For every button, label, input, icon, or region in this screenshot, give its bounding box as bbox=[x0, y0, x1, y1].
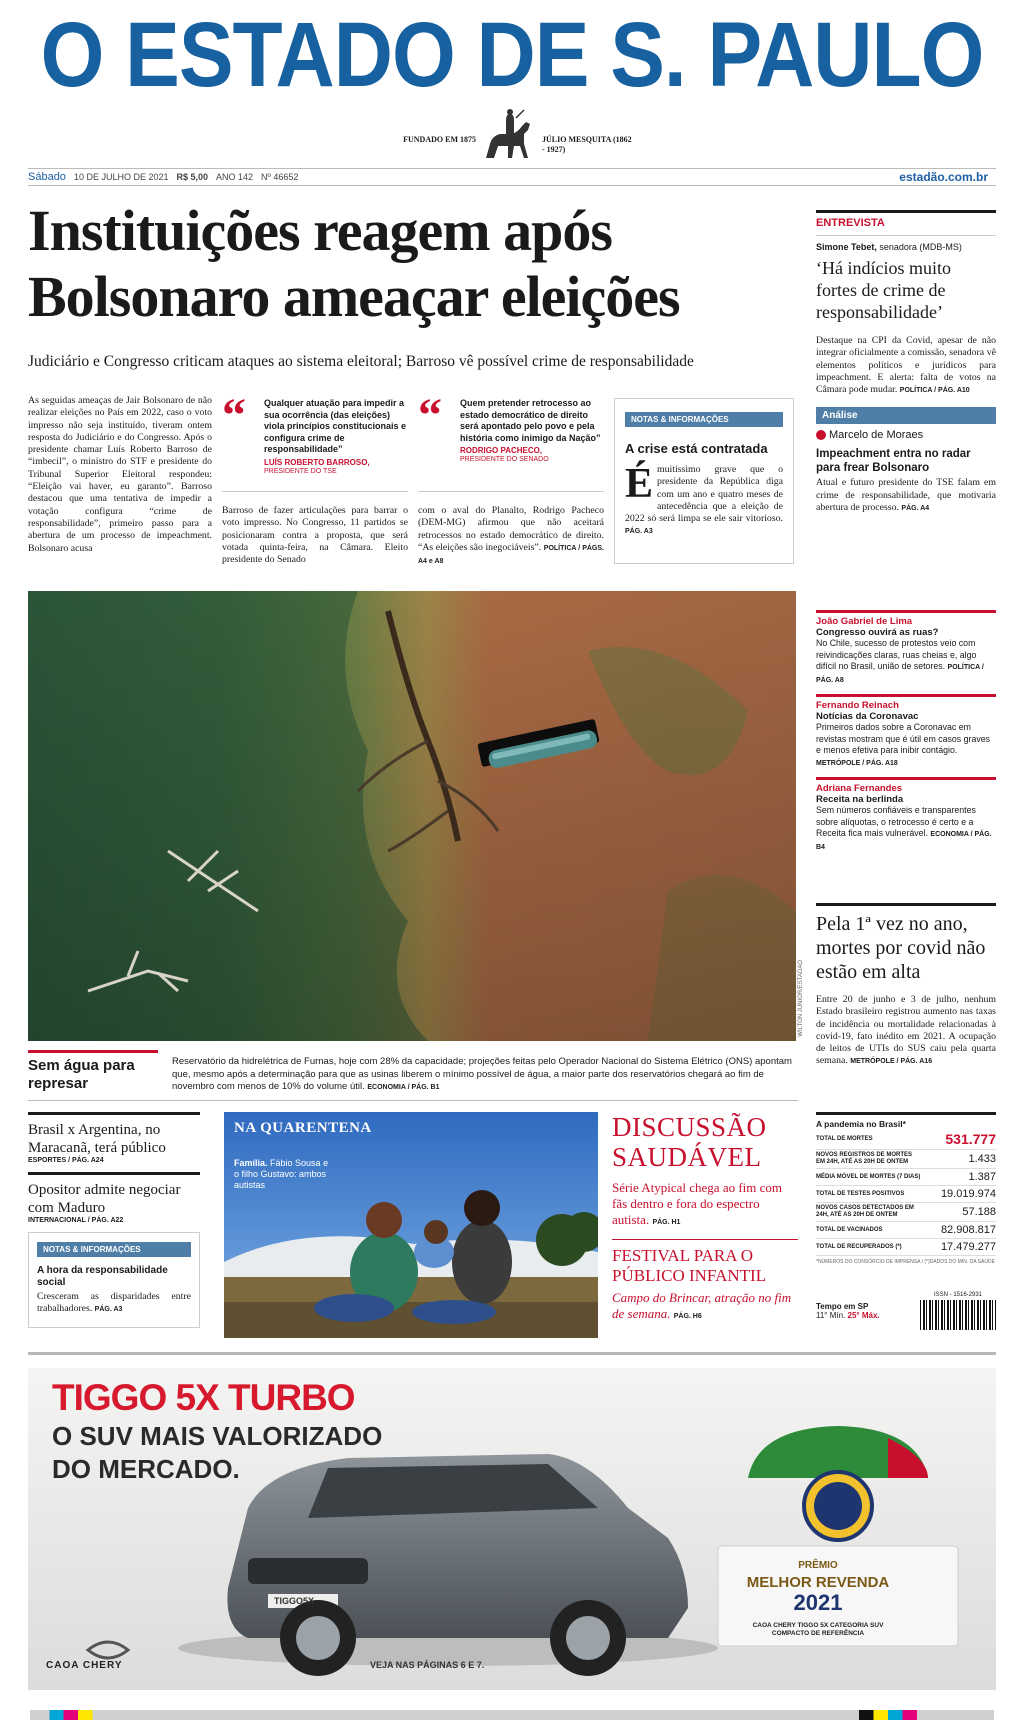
site-link[interactable]: estadão.com.br bbox=[899, 170, 988, 184]
columnist-ref: POLÍTICA / PÁG. A8 bbox=[816, 664, 984, 684]
lower-left-column bbox=[28, 1112, 200, 1328]
interview-person-role: senadora (MDB-MS) bbox=[879, 242, 962, 252]
lead-article-ref[interactable]: POLÍTICA / PÁGS. A4 e A8 bbox=[418, 544, 604, 566]
table-row bbox=[816, 1129, 996, 1150]
dateline-date: 10 DE JULHO DE 2021 bbox=[73, 172, 169, 182]
row-label: TOTAL DE TESTES POSITIVOS bbox=[816, 1190, 905, 1197]
author-avatar-icon bbox=[816, 430, 826, 440]
discussion-title[interactable]: DISCUSSÃO SAUDÁVEL bbox=[612, 1112, 767, 1172]
lead-article-col3-text: com o aval do Planalto, Rodrigo Pacheco (DEM-MG) afirmou que não aceitará retrocessos no estado democrático de direito. “As eleições são inegociáveis”. bbox=[418, 505, 604, 553]
culture-block bbox=[612, 1112, 798, 1325]
analysis-label: Análise bbox=[816, 407, 996, 424]
analysis-body: Atual e futuro presidente do TSE falam em crime de responsabilidade, que motivaria abertura de processo. bbox=[816, 477, 996, 514]
covid-story-text bbox=[816, 994, 996, 1069]
interview-ref[interactable]: POLÍTICA / PÁG. A10 bbox=[899, 387, 970, 395]
interview-label: ENTREVISTA bbox=[816, 217, 885, 229]
right-column-top bbox=[816, 210, 996, 515]
interview-body: Destaque na CPI da Covid, apesar de não integrar oficialmente a comissão, senadora vê elementos políticos e jurídicos para impeachment. E alerta: falta de votos na Câmara pode mudar. bbox=[816, 335, 996, 396]
columnist-title: Receita na berlinda bbox=[816, 794, 904, 805]
brief-title: Opositor admite negociar com Maduro bbox=[28, 1182, 181, 1216]
founded-text: FUNDADO EM 1875 bbox=[403, 135, 476, 144]
notes-title[interactable]: A hora da responsabilidade social bbox=[37, 1265, 168, 1288]
print-color-strip bbox=[30, 1710, 994, 1720]
founder-text: JÚLIO MESQUITA (1862 - 1927) bbox=[542, 135, 632, 154]
quarantine-caption bbox=[234, 1158, 330, 1191]
main-subheadline: Judiciário e Congresso criticam ataques ao sistema eleitoral; Barroso vê possível crime de responsabilidade bbox=[28, 353, 694, 370]
row-label: TOTAL DE RECUPERADOS (*) bbox=[816, 1243, 902, 1250]
analysis-text bbox=[816, 477, 996, 515]
row-label: TOTAL DE MORTES bbox=[816, 1135, 873, 1142]
columnist-title: Congresso ouvirá as ruas? bbox=[816, 627, 939, 638]
quote-author: LUÍS ROBERTO BARROSO, bbox=[264, 457, 370, 467]
columnist-body: No Chile, sucesso de protestos veio com reivindicações claras, ruas cheias e, algo difícil no Brasil, união de setores. bbox=[816, 638, 977, 671]
ad-brand-logo: CAOA CHERY bbox=[46, 1660, 123, 1671]
notes-label: NOTAS & INFORMAÇÕES bbox=[37, 1242, 191, 1257]
row-label: MÉDIA MÓVEL DE MORTES (7 DIAS) bbox=[816, 1173, 921, 1180]
row-label: TOTAL DE VACINADOS bbox=[816, 1226, 883, 1233]
dateline bbox=[28, 168, 996, 186]
interview-quote[interactable]: ‘Há indícios muito fortes de crime de responsabilidade’ bbox=[816, 258, 951, 322]
row-value: 1.433 bbox=[968, 1153, 996, 1165]
quarantine-label: NA QUARENTENA bbox=[234, 1120, 372, 1136]
columnist-item[interactable] bbox=[816, 610, 996, 686]
table-row bbox=[816, 1186, 996, 1203]
row-value: 19.019.974 bbox=[940, 1188, 996, 1200]
row-label: NOVOS CASOS DETECTADOS EM 24H, ATÉ AS 20H DE ONTEM bbox=[816, 1205, 914, 1218]
issn-text: ISSN - 1516-2931 bbox=[933, 1292, 983, 1298]
covid-story-body: Entre 20 de junho e 3 de julho, nenhum Estado brasileiro registrou aumento nas taxas de incidência ou mortalidade relacionadas à covid-19, fato inédito em 2021. A ocupação de leitos de UTIs do SUS caiu pela quarta semana. bbox=[816, 994, 996, 1067]
weather-values bbox=[816, 1311, 896, 1320]
quote-author: RODRIGO PACHECO, bbox=[460, 446, 543, 455]
photo-credit: WILTON JÚNIOR/ESTADÃO bbox=[798, 960, 804, 1037]
license-plate: TIGGO5X bbox=[274, 1596, 315, 1606]
quote-text: Quem pretender retrocesso ao estado democrático de direito será apontado pelo povo e pela história como inimigo da Nação” bbox=[460, 398, 601, 443]
brief-story[interactable] bbox=[28, 1172, 200, 1224]
notes-text bbox=[625, 461, 783, 539]
divider bbox=[28, 1100, 798, 1101]
columnist-body: Primeiros dados sobre a Coronavac em revistas mostram que é útil em casos graves e menos efetiva para inibir contágio. bbox=[816, 722, 991, 755]
row-value: 531.777 bbox=[945, 1131, 996, 1147]
columnists-list bbox=[816, 610, 996, 861]
weather-min: 11° Mín. bbox=[816, 1311, 846, 1320]
brief-ref: INTERNACIONAL / PÁG. A22 bbox=[28, 1217, 124, 1224]
covid-story-title[interactable]: Pela 1ª vez no ano, mortes por covid não estão em alta bbox=[816, 913, 986, 983]
columnist-title: Notícias da Coronavac bbox=[816, 711, 919, 722]
festival-text bbox=[612, 1290, 798, 1325]
analysis-author-row bbox=[816, 429, 996, 441]
pandemic-note: *NÚMEROS DO CONSÓRCIO DE IMPRENSA / (*)DADOS DO MIN. DA SAÚDE bbox=[816, 1259, 995, 1265]
divider bbox=[28, 1352, 996, 1355]
interview-block bbox=[816, 210, 996, 397]
notes-title[interactable]: A crise está contratada bbox=[625, 441, 768, 456]
notes-ref[interactable]: PÁG. A3 bbox=[94, 1306, 123, 1314]
interview-person-name: Simone Tebet, bbox=[816, 242, 877, 252]
family-photo bbox=[224, 1112, 598, 1338]
columnist-text bbox=[816, 805, 996, 853]
award-label: PRÊMIO bbox=[798, 1560, 838, 1571]
table-row bbox=[816, 1203, 996, 1222]
reservoir-aerial-photo bbox=[28, 591, 796, 1041]
dateline-number: Nº 46652 bbox=[261, 172, 299, 182]
notes-text bbox=[37, 1291, 191, 1317]
discussion-text bbox=[612, 1180, 798, 1231]
barcode-icon bbox=[920, 1300, 996, 1330]
weather-label: Tempo em SP bbox=[816, 1302, 869, 1311]
columnist-body: Sem números confiáveis e transparentes sobre alíquotas, o retrocesso é certo e a Receita fica mais vulnerável. bbox=[816, 805, 976, 838]
quote-text: Qualquer atuação para impedir a sua ocorrência (das eleições) viola princípios constitucionais e configura crime de responsabilidade” bbox=[264, 398, 407, 454]
table-row bbox=[816, 1239, 996, 1256]
lead-article-text: As seguidas ameaças de Jair Bolsonaro de não realizar eleições no País em 2022, caso o voto impresso não seja instituído, tiveram ontem resposta do Judiciário e do Congresso. Após o presidente chamar Luís Roberto Barroso de “imbecil”, o ministro do STF e presidente do Tribunal Superior Eleitoral respondeu: “Eleição vai haver, eu garanto”. Barroso destacou que uma tentativa de impedir a votação configura “crime de responsabilidade”, primeiro passo para a abertura de um processo de impeachment. Bolsonaro acusa bbox=[28, 395, 212, 554]
covid-story-ref[interactable]: METRÓPOLE / PÁG. A16 bbox=[850, 1058, 933, 1066]
weather-max: 25° Máx. bbox=[847, 1311, 880, 1320]
row-label: NOVOS REGISTROS DE MORTES EM 24H, ATÉ AS 20H DE ONTEM bbox=[816, 1152, 913, 1165]
covid-story bbox=[816, 903, 996, 1069]
weather-box bbox=[816, 1302, 896, 1320]
row-value: 82.908.817 bbox=[940, 1224, 996, 1236]
quote-pacheco bbox=[418, 389, 604, 492]
lead-article-col3 bbox=[418, 505, 604, 568]
table-row bbox=[816, 1222, 996, 1239]
columnist-text bbox=[816, 722, 996, 769]
ad-subheadline: O SUV MAIS VALORIZADO DO MERCADO. bbox=[52, 1421, 383, 1484]
notes-box-social bbox=[28, 1232, 200, 1328]
columnist-text bbox=[816, 638, 996, 686]
award-year: 2021 bbox=[793, 1590, 843, 1615]
discussion-body: Série Atypical chega ao fim com fãs dentro e fora do espectro autista. bbox=[612, 1180, 783, 1227]
pandemic-table bbox=[816, 1112, 996, 1265]
award-title: MELHOR REVENDA bbox=[746, 1574, 890, 1591]
table-row bbox=[816, 1169, 996, 1186]
columnist-item[interactable] bbox=[816, 777, 996, 853]
masthead-title: O ESTADO DE S. PAULO bbox=[40, 4, 984, 107]
notes-box-editorial bbox=[614, 398, 794, 564]
award-subtitle: CAOA CHERY TIGGO 5X CATEGORIA SUV COMPACTO DE REFERÊNCIA bbox=[752, 1622, 884, 1637]
photo-caption-ref[interactable]: ECONOMIA / PÁG. B1 bbox=[367, 1084, 440, 1091]
photo-caption-text: Reservatório da hidrelétrica de Furnas, hoje com 28% da capacidade; projeções feitas pelo Operador Nacional do Sistema Elétrico (ONS) apontam que, mesmo após a determinação para que as usinas liberem o mínimo possível de água, a maior parte dos reservatórios chegará ao fim de novembro com menos de 10% do volume útil. bbox=[172, 1056, 792, 1092]
columnist-ref: METRÓPOLE / PÁG. A18 bbox=[816, 759, 898, 767]
pandemic-label: A pandemia no Brasil* bbox=[816, 1112, 996, 1129]
quote-mark-icon: “ bbox=[222, 389, 246, 442]
row-value: 1.387 bbox=[968, 1171, 996, 1183]
notes-label: NOTAS & INFORMAÇÕES bbox=[625, 412, 783, 427]
quote-role: PRESIDENTE DO SENADO bbox=[460, 456, 549, 463]
horseman-logo-icon bbox=[478, 108, 538, 166]
interview-person bbox=[816, 235, 996, 252]
notes-ref[interactable]: PÁG. A3 bbox=[625, 528, 653, 536]
columnist-ref: ECONOMIA / PÁG. B4 bbox=[816, 831, 992, 851]
columnist-name: Adriana Fernandes bbox=[816, 783, 903, 794]
festival-title[interactable]: FESTIVAL PARA O PÚBLICO INFANTIL bbox=[612, 1239, 798, 1286]
festival-ref[interactable]: PÁG. H6 bbox=[673, 1313, 702, 1320]
quote-mark-icon: “ bbox=[418, 389, 442, 442]
interview-text bbox=[816, 335, 996, 397]
analysis-title[interactable]: Impeachment entra no radar para frear Bolsonaro bbox=[816, 448, 971, 475]
quarantine-caption-text: Fábio Sousa e o filho Gustavo: ambos autistas bbox=[234, 1158, 329, 1190]
dateline-price: R$ 5,00 bbox=[176, 172, 209, 182]
columnist-name: Fernando Reinach bbox=[816, 700, 899, 711]
brief-story[interactable] bbox=[28, 1112, 200, 1164]
ad-footer: VEJA NAS PÁGINAS 6 E 7. bbox=[370, 1660, 485, 1670]
festival-body: Campo do Brincar, atração no fim de semana. bbox=[612, 1290, 792, 1321]
analysis-author: Marcelo de Moraes bbox=[829, 429, 924, 442]
photo-caption bbox=[172, 1056, 792, 1095]
dropcap: É bbox=[625, 461, 654, 507]
notes-body: muitíssimo grave que o presidente da República diga com um ano e quatro meses de antecedência que a eleição de 2022 só será limpa se ele sair vitorioso. bbox=[625, 464, 783, 525]
dateline-day: Sábado bbox=[28, 171, 66, 183]
row-value: 57.188 bbox=[962, 1206, 996, 1218]
photo-caption-title[interactable]: Sem água para represar bbox=[28, 1050, 158, 1093]
row-value: 17.479.277 bbox=[940, 1241, 996, 1253]
brief-ref: ESPORTES / PÁG. A24 bbox=[28, 1157, 104, 1164]
lead-article-col2: Barroso de fazer articulações para barrar o voto impresso. No Congresso, 11 partidos se posicionaram contra a proposta, que será votada quinta-feira, na Câmara. Eleito presidente do Senado bbox=[222, 505, 408, 566]
brief-title: Brasil x Argentina, no Maracanã, terá público bbox=[28, 1122, 166, 1156]
columnist-item[interactable] bbox=[816, 694, 996, 769]
notes-body: Cresceram as disparidades entre trabalhadores. bbox=[37, 1291, 191, 1315]
discussion-ref[interactable]: PÁG. H1 bbox=[652, 1219, 681, 1226]
quote-role: PRESIDENTE DO TSE bbox=[264, 467, 337, 475]
main-headline[interactable]: Instituições reagem após Bolsonaro ameaçar eleições bbox=[28, 198, 680, 329]
quote-barroso bbox=[222, 389, 408, 492]
quarantine-caption-bold: Família. bbox=[234, 1158, 268, 1168]
analysis-ref[interactable]: PÁG. A4 bbox=[901, 505, 930, 513]
table-row bbox=[816, 1150, 996, 1169]
dateline-year: ANO 142 bbox=[216, 172, 254, 182]
ad-headline: TIGGO 5X TURBO bbox=[52, 1377, 355, 1418]
analysis-block bbox=[816, 407, 996, 515]
columnist-name: João Gabriel de Lima bbox=[816, 616, 913, 627]
barcode bbox=[920, 1292, 996, 1334]
